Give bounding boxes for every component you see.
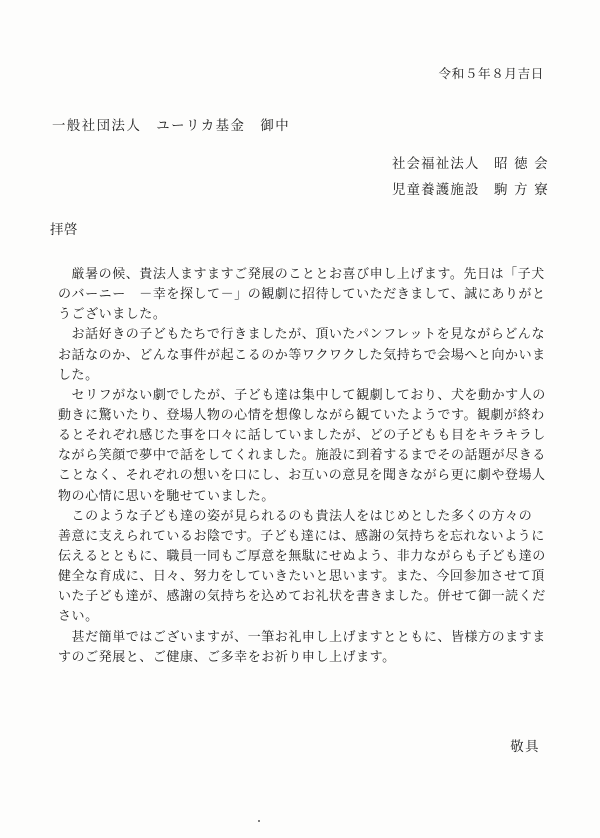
body-line: るとそれぞれ感じた事を口々に話していましたが、どの子どもも目をキラキラし <box>58 428 546 444</box>
body-line: 厳暑の候、貴法人ますますご発展のこととお喜び申し上げます。先日は「子犬 <box>58 267 545 282</box>
scan-speck <box>258 820 260 822</box>
paragraph-1 <box>58 265 558 325</box>
body-line: ことなく、それぞれの想いを口にし、お互いの意見を聞きながら更に劇や登場人 <box>58 468 546 484</box>
paragraph-4 <box>58 507 558 628</box>
body-line: 動きに驚いたり、登場人物の心情を想像しながら観ていたようです。観劇が終わ <box>58 407 545 423</box>
closing-remark: 敬具 <box>510 740 540 755</box>
body-line: セリフがない劇でしたが、子ども達は集中して観劇しており、犬を動かす人の <box>58 387 546 403</box>
body-line: いた子ども達が、感謝の気持ちを込めてお礼状を書きました。併せて御一読くだ <box>58 589 546 605</box>
body-line: 健全な育成に、日々、努力をしていきたいと思います。また、今回参加させて頂 <box>58 569 545 585</box>
letter-body <box>58 265 558 668</box>
body-line: した。 <box>58 367 99 383</box>
body-line: 善意に支えられているお陰です。子ども達には、感謝の気持ちを忘れないように <box>58 528 545 544</box>
salutation: 拝啓 <box>50 223 78 238</box>
body-line: お話なのか、どんな事件が起こるのか等ワクワクした気持ちで会場へと向かいま <box>58 347 546 363</box>
letter-date: 令和５年８月吉日 <box>438 66 544 81</box>
sender-organization: 社会福祉法人 昭 徳 会 <box>392 157 549 172</box>
body-line: 伝えるとともに、職員一同もご厚意を無駄にせぬよう、非力ながらも子ども達の <box>58 548 546 564</box>
body-line: ながら笑顔で夢中で話をしてくれました。施設に到着するまでその話題が尽きる <box>58 448 546 464</box>
body-line: のバーニー －幸を探して－」の観劇に招待していただきまして、誠にありがと <box>58 287 546 303</box>
body-line: 甚だ簡単ではございますが、一筆お礼申し上げますとともに、皆様方のますま <box>58 629 546 645</box>
paragraph-5 <box>58 628 558 668</box>
paragraph-2 <box>58 325 558 385</box>
paragraph-3 <box>58 386 558 507</box>
body-line: すのご発展と、ご健康、ご多幸をお祈り申し上げます。 <box>58 649 396 665</box>
body-line: うございました。 <box>58 307 167 323</box>
sender-facility: 児童養護施設 駒 方 寮 <box>392 183 549 198</box>
body-line: お話好きの子どもたちで行きましたが、頂いたパンフレットを見ながらどんな <box>58 327 546 343</box>
body-line: 物の心情に思いを馳せていました。 <box>58 488 275 504</box>
recipient-address: 一般社団法人 ユーリカ基金 御中 <box>52 119 291 134</box>
body-line: さい。 <box>58 609 99 625</box>
body-line: このような子ども達の姿が見られるのも貴法人をはじめとした多くの方々の <box>58 508 533 524</box>
